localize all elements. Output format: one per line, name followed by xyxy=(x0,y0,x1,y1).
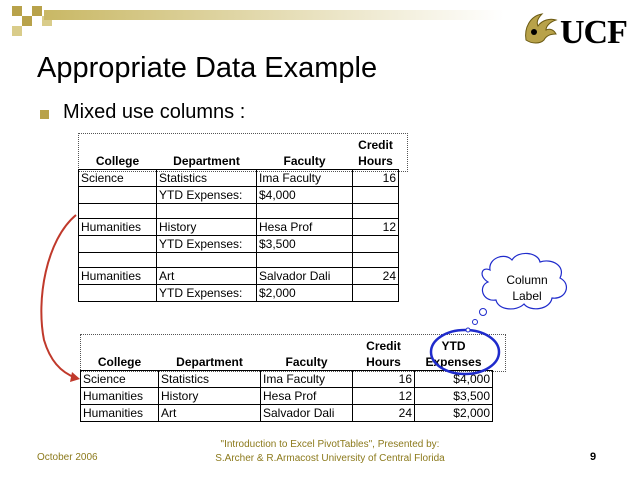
cell-college: Science xyxy=(81,371,159,388)
cell-college: Humanities xyxy=(81,405,159,422)
footer-citation xyxy=(200,438,460,466)
cell-hours: 24 xyxy=(353,405,415,422)
cell-expenses: $3,500 xyxy=(415,388,493,405)
cell-faculty: Salvador Dali xyxy=(261,405,353,422)
callout-line: Label xyxy=(512,289,542,303)
cloud-bubble xyxy=(466,328,470,332)
cell-department: YTD Expenses: xyxy=(157,236,257,253)
citation-line: "Introduction to Excel PivotTables", Presented by: xyxy=(220,439,440,450)
cell-hours: 16 xyxy=(353,371,415,388)
table2-header-college: College xyxy=(97,355,142,369)
red-arrow-head-icon xyxy=(70,372,80,382)
header-text: Hours xyxy=(358,154,393,168)
cell-college: Humanities xyxy=(81,388,159,405)
cell-faculty: Hesa Prof xyxy=(261,388,353,405)
table1-header-college: College xyxy=(95,154,140,168)
cell-hours: 16 xyxy=(353,170,399,187)
cell-expenses: $2,000 xyxy=(415,405,493,422)
table1-header-department: Department xyxy=(173,154,240,168)
cell-college: Humanities xyxy=(79,268,157,285)
cell-department: History xyxy=(159,388,261,405)
callout-line: Column xyxy=(506,273,548,287)
cell-department: Statistics xyxy=(159,371,261,388)
header-text: Expenses xyxy=(425,355,482,369)
cell-department: Art xyxy=(157,268,257,285)
cell-faculty: Hesa Prof xyxy=(257,219,353,236)
header-text: Credit xyxy=(358,138,393,152)
cell-department: History xyxy=(157,219,257,236)
table1-header-faculty: Faculty xyxy=(283,154,326,168)
cell-hours: 24 xyxy=(353,268,399,285)
callout-text xyxy=(497,272,557,304)
cell-faculty: $3,500 xyxy=(257,236,353,253)
cloud-bubble xyxy=(480,309,487,316)
red-arrow-path xyxy=(41,215,76,378)
table2-header-department: Department xyxy=(176,355,243,369)
cell-hours: 12 xyxy=(353,219,399,236)
cell-hours: 12 xyxy=(353,388,415,405)
cell-faculty: $2,000 xyxy=(257,285,353,302)
cell-department: YTD Expenses: xyxy=(157,285,257,302)
header-text: YTD xyxy=(441,339,466,353)
table2-header-faculty: Faculty xyxy=(285,355,328,369)
blue-highlight-circle xyxy=(431,330,499,374)
cell-department: YTD Expenses: xyxy=(157,187,257,204)
cell-department: Statistics xyxy=(157,170,257,187)
slide-title: Appropriate Data Example xyxy=(37,52,378,84)
cloud-bubble xyxy=(473,320,478,325)
cell-expenses: $4,000 xyxy=(415,371,493,388)
header-text: Hours xyxy=(366,355,401,369)
cell-college: Humanities xyxy=(79,219,157,236)
cell-department: Art xyxy=(159,405,261,422)
footer-date: October 2006 xyxy=(37,452,98,463)
header-text: Credit xyxy=(366,339,401,353)
cell-faculty: Ima Faculty xyxy=(257,170,353,187)
cell-college: Science xyxy=(79,170,157,187)
citation-line: S.Archer & R.Armacost University of Central Florida xyxy=(215,453,445,464)
bullet-text: Mixed use columns : xyxy=(63,101,246,123)
page-number: 9 xyxy=(590,451,597,463)
cell-faculty: Ima Faculty xyxy=(261,371,353,388)
logo-text: UCF xyxy=(560,14,627,51)
cell-faculty: Salvador Dali xyxy=(257,268,353,285)
cell-faculty: $4,000 xyxy=(257,187,353,204)
